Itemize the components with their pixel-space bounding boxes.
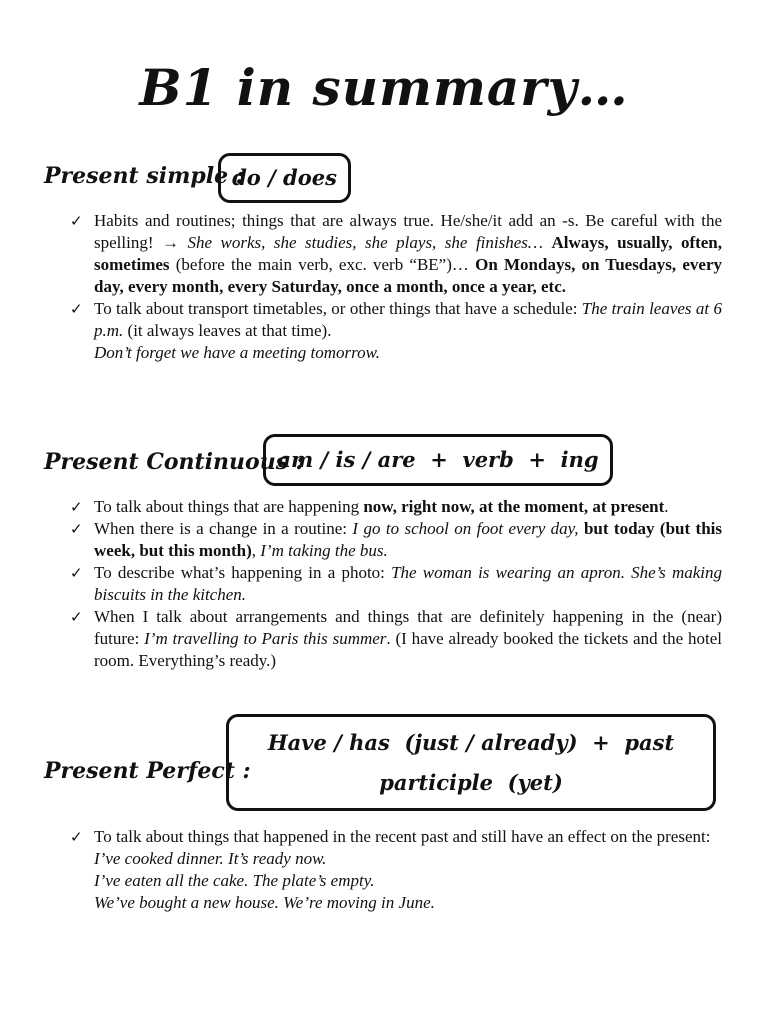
keywords: but today (but this week, but this month) xyxy=(94,519,723,560)
list-item xyxy=(70,826,722,914)
example-text: I’ve cooked dinner. It’s ready now. xyxy=(94,849,327,868)
example-text: We’ve bought a new house. We’re moving in June. xyxy=(94,893,435,912)
present-simple-formula: do / does xyxy=(232,165,337,190)
text xyxy=(179,233,188,252)
text: When I talk about arrangements and things that are definitely happening in the (near) future: xyxy=(94,607,722,648)
example-text: The woman is wearing an apron. She’s making biscuits in the kitchen. xyxy=(94,563,722,604)
list-item xyxy=(70,210,722,298)
text: Habits and routines; things that are always true. He/she/it add an -s. Be careful with the spelling! xyxy=(94,211,722,252)
present-continuous-list xyxy=(70,496,722,672)
keywords: now, right now, at the moment, at present xyxy=(363,497,665,516)
check-icon: ✓ xyxy=(70,608,83,626)
text: (it always leaves at that time). xyxy=(123,321,332,340)
list-item xyxy=(70,518,722,562)
present-simple-formula-box xyxy=(218,153,351,203)
present-perfect-label: Present Perfect : xyxy=(44,758,251,784)
example-text: I’m travelling to Paris this summer xyxy=(144,629,387,648)
present-perfect-formula-box xyxy=(226,714,716,811)
present-continuous-formula-box xyxy=(263,434,613,486)
check-icon: ✓ xyxy=(70,498,83,516)
check-icon: ✓ xyxy=(70,300,83,318)
list-item xyxy=(70,562,722,606)
text: . (I have already booked the tickets and the hotel room. Everything’s ready.) xyxy=(94,629,722,670)
text: To talk about things that are happening xyxy=(94,497,364,516)
present-simple-label: Present simple : xyxy=(44,163,244,189)
arrow-right-icon: → xyxy=(162,233,179,252)
page-title: B1 in summary… xyxy=(139,58,629,117)
check-icon: ✓ xyxy=(70,212,83,230)
example-text: Don’t forget we have a meeting tomorrow. xyxy=(94,343,380,362)
keywords: Always, usually, often, sometimes xyxy=(94,233,723,274)
list-item xyxy=(70,606,722,672)
example-text: I’m taking the bus. xyxy=(260,541,388,560)
check-icon: ✓ xyxy=(70,520,83,538)
example-text: She works, she studies, she plays, she finishes… xyxy=(187,233,544,252)
text: (before the main verb, exc. verb “BE”)… xyxy=(169,255,476,274)
list-item xyxy=(70,496,722,518)
present-perfect-formula-line-1: Have / has (just / already) + past xyxy=(267,729,675,755)
check-icon: ✓ xyxy=(70,828,83,846)
present-simple-list xyxy=(70,210,722,364)
text: To talk about things that happened in the recent past and still have an effect on the present: xyxy=(94,827,711,846)
present-perfect-formula-line-2: participle (yet) xyxy=(379,769,563,795)
list-item xyxy=(70,298,722,364)
text: To describe what’s happening in a photo: xyxy=(94,563,392,582)
text: To talk about transport timetables, or other things that have a schedule: xyxy=(94,299,582,318)
present-continuous-formula: am / is / are + verb + ing xyxy=(277,447,599,472)
check-icon: ✓ xyxy=(70,564,83,582)
keywords: On Mondays, on Tuesdays, every day, every month, every Saturday, once a month, once a year, etc. xyxy=(94,255,722,296)
text: When there is a change in a routine: xyxy=(94,519,353,538)
example-text: The train leaves at 6 p.m. xyxy=(94,299,722,340)
text: . xyxy=(664,497,669,516)
example-text: I go to school on foot every day, xyxy=(352,519,579,538)
present-perfect-list xyxy=(70,826,722,914)
text: , xyxy=(251,541,261,560)
text xyxy=(543,233,552,252)
present-continuous-label: Present Continuous : xyxy=(44,449,304,475)
example-text: I’ve eaten all the cake. The plate’s empty. xyxy=(94,871,375,890)
